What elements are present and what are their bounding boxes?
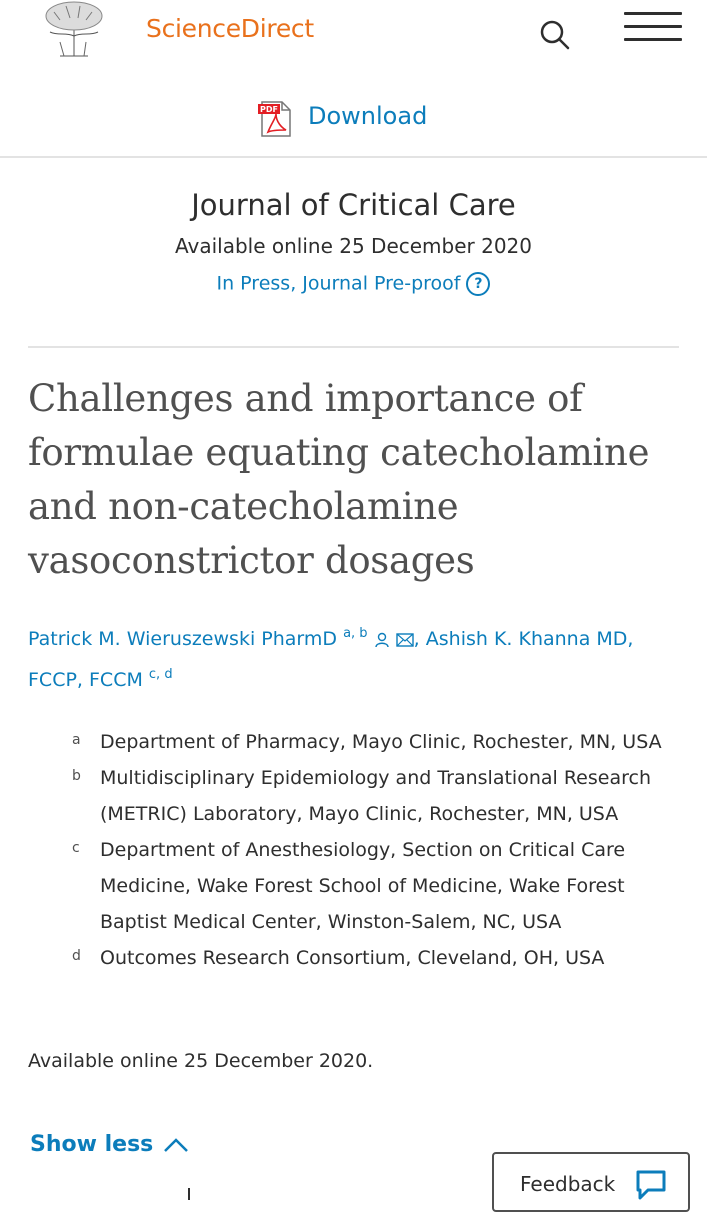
feedback-button[interactable]	[492, 1152, 690, 1212]
article-title: Challenges and importance of formulae equating catecholamine and non-catecholamine vasoconstrictor dosages	[28, 377, 650, 582]
person-icon[interactable]	[374, 632, 390, 648]
chevron-up-icon	[163, 1137, 189, 1153]
affiliation-item	[72, 760, 682, 832]
elsevier-logo-icon[interactable]	[40, 0, 108, 58]
article-status[interactable]	[0, 272, 707, 296]
top-header	[0, 0, 707, 78]
affiliation-item	[72, 724, 682, 760]
affiliation-item	[72, 940, 682, 976]
pdf-icon[interactable]	[258, 100, 292, 138]
divider	[188, 1188, 190, 1200]
feedback-label[interactable]: Feedback	[520, 1172, 616, 1196]
author-affil-sup[interactable]: a, b	[343, 626, 368, 641]
search-icon	[538, 18, 572, 52]
show-less-label[interactable]: Show less	[30, 1132, 154, 1157]
affiliation-label: d	[72, 948, 81, 964]
available-online-date: Available online 25 December 2020	[174, 234, 533, 258]
author-link[interactable]: Patrick M. Wieruszewski PharmD	[28, 628, 338, 650]
affiliation-item	[72, 832, 682, 940]
chat-bubble-icon[interactable]	[634, 1168, 668, 1202]
email-icon[interactable]	[396, 633, 414, 647]
affiliations	[72, 724, 682, 976]
show-less-button[interactable]	[30, 1132, 189, 1157]
author-affil-sup[interactable]: c, d	[148, 667, 173, 682]
available-online-note: Available online 25 December 2020.	[28, 1050, 374, 1072]
sciencedirect-brand[interactable]: ScienceDirect	[146, 14, 314, 43]
affiliation-text: Department of Anesthesiology, Section on Critical Care Medicine, Wake Forest School of Medicine, Wake Forest Baptist Medical Center, Winston-Salem, NC, USA	[100, 839, 626, 933]
download-bar	[0, 96, 707, 158]
author-link[interactable]: Ashish K. Khanna MD, FCCP, FCCM	[28, 628, 634, 691]
affiliation-label: a	[72, 732, 81, 748]
help-icon[interactable]: ?	[466, 272, 490, 296]
affiliation-text: Multidisciplinary Epidemiology and Translational Research (METRIC) Laboratory, Mayo Clinic, Rochester, MN, USA	[100, 767, 651, 825]
download-link[interactable]: Download	[308, 102, 428, 130]
author-list: Patrick M. Wieruszewski PharmD $^{a, b}$ , Ashish K. Khanna MD, FCCP, FCCM $^{c, d}$	[28, 626, 634, 691]
affiliation-text: Outcomes Research Consortium, Cleveland, OH, USA	[100, 947, 605, 969]
divider	[28, 346, 679, 348]
journal-name[interactable]: Journal of Critical Care	[191, 188, 516, 222]
affiliation-label: c	[72, 840, 80, 856]
article-status-label[interactable]: In Press, Journal Pre-proof	[216, 272, 461, 295]
pdf-icon-label: PDF	[260, 105, 278, 114]
hamburger-menu-icon[interactable]	[624, 12, 682, 44]
affiliation-label: b	[72, 768, 81, 784]
search-button[interactable]	[538, 18, 572, 52]
affiliation-text: Department of Pharmacy, Mayo Clinic, Rochester, MN, USA	[100, 731, 662, 753]
